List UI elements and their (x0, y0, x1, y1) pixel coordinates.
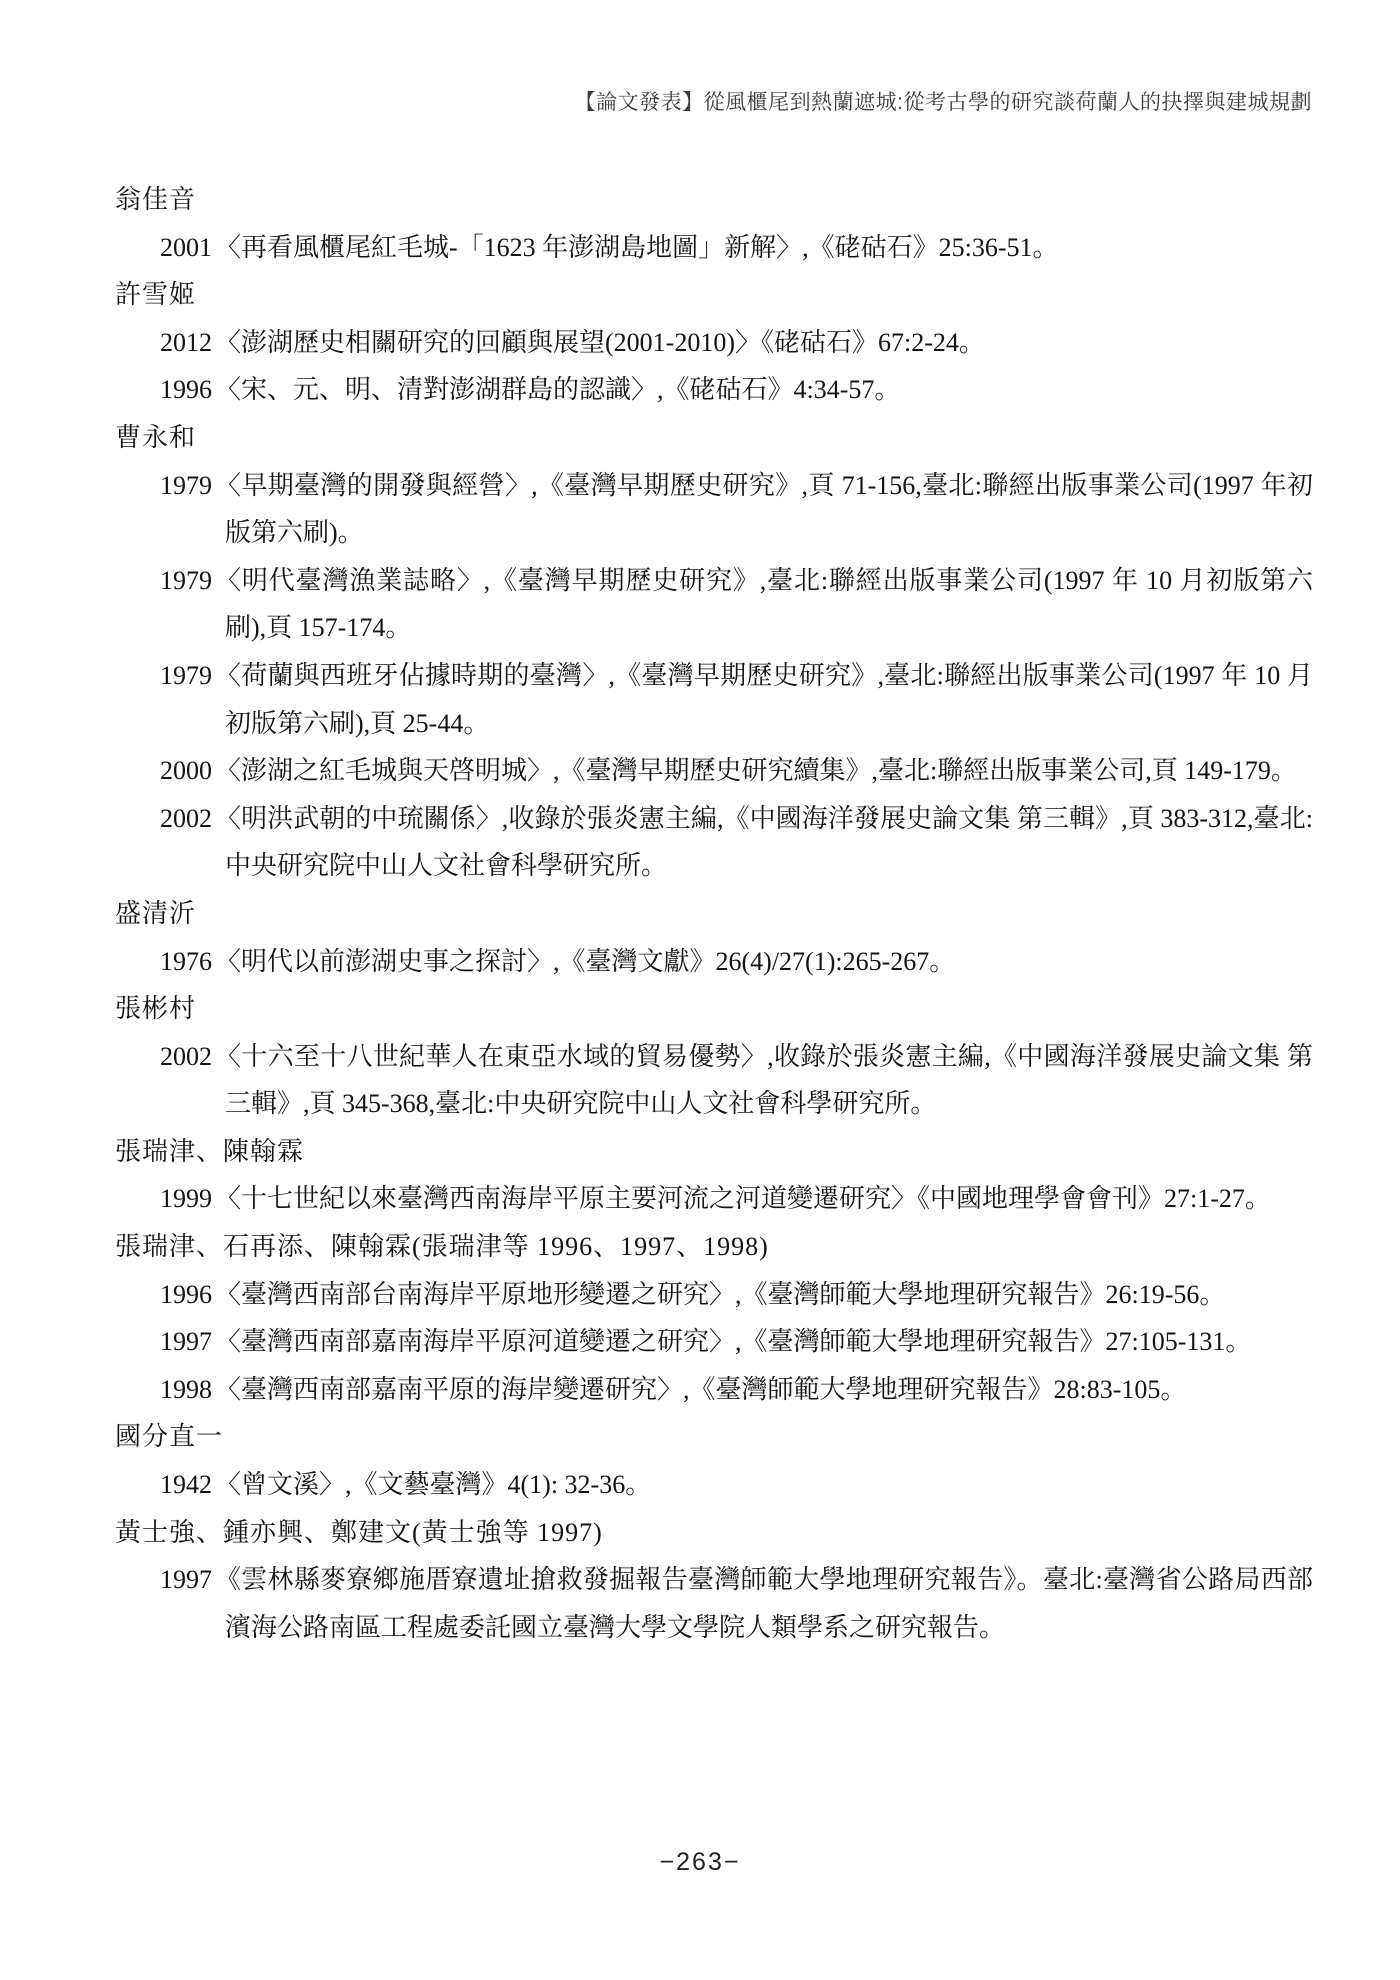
bib-entry (115, 938, 1313, 986)
bib-entry (115, 1271, 1313, 1319)
entry-text: 〈臺灣西南部嘉南海岸平原河道變遷之研究〉,《臺灣師範大學地理研究報告》27:105-131。 (215, 1327, 1252, 1357)
bib-entry (115, 1366, 1313, 1414)
entry-text: 〈曾文溪〉,《文藝臺灣》4(1): 32-36。 (215, 1470, 652, 1500)
bib-group (115, 414, 1313, 890)
bib-group (115, 1413, 1313, 1508)
entry-text: 〈十六至十八世紀華人在東亞水域的貿易優勢〉,收錄於張炎憲主編,《中國海洋發展史論文集 第三輯》,頁 345-368,臺北:中央研究院中山人文社會科學研究所。 (215, 1041, 1313, 1119)
author-name: 張瑞津、石再添、陳翰霖(張瑞津等 1996、1997、1998) (115, 1232, 769, 1262)
bib-entry (115, 1318, 1313, 1366)
entry-year: 1996 (160, 375, 212, 405)
author-name: 曹永和 (115, 422, 197, 452)
author-name: 翁佳音 (115, 185, 197, 214)
author-name: 國分直一 (115, 1422, 224, 1452)
bibliography (115, 176, 1313, 1651)
entry-year: 1996 (160, 1279, 212, 1309)
running-header: 【論文發表】從風櫃尾到熱蘭遮城:從考古學的研究談荷蘭人的抉擇與建城規劃 (574, 91, 1312, 114)
entry-year: 2002 (160, 803, 212, 833)
bib-group (115, 176, 1313, 271)
entry-year: 1999 (160, 1184, 212, 1214)
bib-entry (115, 1175, 1313, 1223)
entry-text: 〈明代以前澎湖史事之探討〉,《臺灣文獻》26(4)/27(1):265-267。 (215, 946, 956, 976)
entry-year: 1997 (160, 1327, 212, 1357)
bib-entry (115, 462, 1313, 557)
entry-year: 1997 (160, 1565, 212, 1595)
bib-group (115, 1223, 1313, 1413)
entry-text: 〈臺灣西南部嘉南平原的海岸變遷研究〉,《臺灣師範大學地理研究報告》28:83-105。 (215, 1374, 1187, 1404)
bib-group (115, 890, 1313, 985)
author-name: 盛清沂 (115, 898, 197, 928)
entry-text: 〈十七世紀以來臺灣西南海岸平原主要河流之河道變遷研究〉《中國地理學會會刊》27:1-27。 (215, 1184, 1271, 1214)
entry-text: 〈荷蘭與西班牙佔據時期的臺灣〉,《臺灣早期歷史研究》,臺北:聯經出版事業公司(1997 年 10 月初版第六刷),頁 25-44。 (215, 660, 1313, 738)
bib-group (115, 1509, 1313, 1652)
bib-entry (115, 795, 1313, 890)
page-number: −263− (659, 1848, 741, 1876)
bib-group (115, 1128, 1313, 1223)
entry-text: 〈澎湖歷史相關研究的回顧與展望(2001-2010)〉《硓𥑮石》67:2-24。 (215, 327, 985, 357)
bib-entry (115, 1556, 1313, 1651)
bib-group (115, 985, 1313, 1128)
entry-text: 〈明洪武朝的中琉關係〉,收錄於張炎憲主編,《中國海洋發展史論文集 第三輯》,頁 383-312,臺北:中央研究院中山人文社會科學研究所。 (215, 803, 1313, 881)
entry-year: 1979 (160, 470, 212, 500)
author-name: 張彬村 (115, 994, 197, 1024)
bib-entry (115, 652, 1313, 747)
author-name: 張瑞津、陳翰霖 (115, 1136, 305, 1166)
entry-text: 〈再看風櫃尾紅毛城-「1623 年澎湖島地圖」新解〉,《硓𥑮石》25:36-51。 (215, 232, 1059, 262)
bib-group (115, 271, 1313, 414)
bib-entry (115, 557, 1313, 652)
bib-entry (115, 1461, 1313, 1509)
entry-year: 1942 (160, 1470, 212, 1500)
bib-entry (115, 224, 1313, 272)
entry-year: 1998 (160, 1374, 212, 1404)
entry-text: 〈早期臺灣的開發與經營〉,《臺灣早期歷史研究》,頁 71-156,臺北:聯經出版事業公司(1997 年初版第六刷)。 (215, 470, 1313, 548)
bib-entry (115, 747, 1313, 795)
entry-year: 2012 (160, 327, 212, 357)
entry-year: 2001 (160, 232, 212, 262)
entry-text: 〈明代臺灣漁業誌略〉,《臺灣早期歷史研究》,臺北:聯經出版事業公司(1997 年 10 月初版第六刷),頁 157-174。 (215, 565, 1313, 643)
bib-entry (115, 366, 1313, 414)
entry-year: 2002 (160, 1041, 212, 1071)
bib-entry (115, 319, 1313, 367)
entry-year: 1979 (160, 660, 212, 690)
entry-text: 〈澎湖之紅毛城與天啓明城〉,《臺灣早期歷史研究續集》,臺北:聯經出版事業公司,頁 149-179。 (215, 756, 1297, 786)
entry-year: 1979 (160, 565, 212, 595)
entry-text: 〈宋、元、明、清對澎湖群島的認識〉,《硓𥑮石》4:34-57。 (215, 375, 901, 405)
entry-text: 《雲林縣麥寮鄉施厝寮遺址搶救發掘報告臺灣師範大學地理研究報告》。臺北:臺灣省公路局西部濱海公路南區工程處委託國立臺灣大學文學院人類學系之研究報告。 (215, 1565, 1313, 1642)
entry-year: 2000 (160, 756, 212, 786)
author-name: 許雪姬 (115, 280, 197, 310)
author-name: 黃士強、鍾亦興、鄭建文(黃士強等 1997) (115, 1517, 603, 1547)
bib-entry (115, 1033, 1313, 1128)
entry-text: 〈臺灣西南部台南海岸平原地形變遷之研究〉,《臺灣師範大學地理研究報告》26:19-56。 (215, 1279, 1226, 1309)
entry-year: 1976 (160, 946, 212, 976)
